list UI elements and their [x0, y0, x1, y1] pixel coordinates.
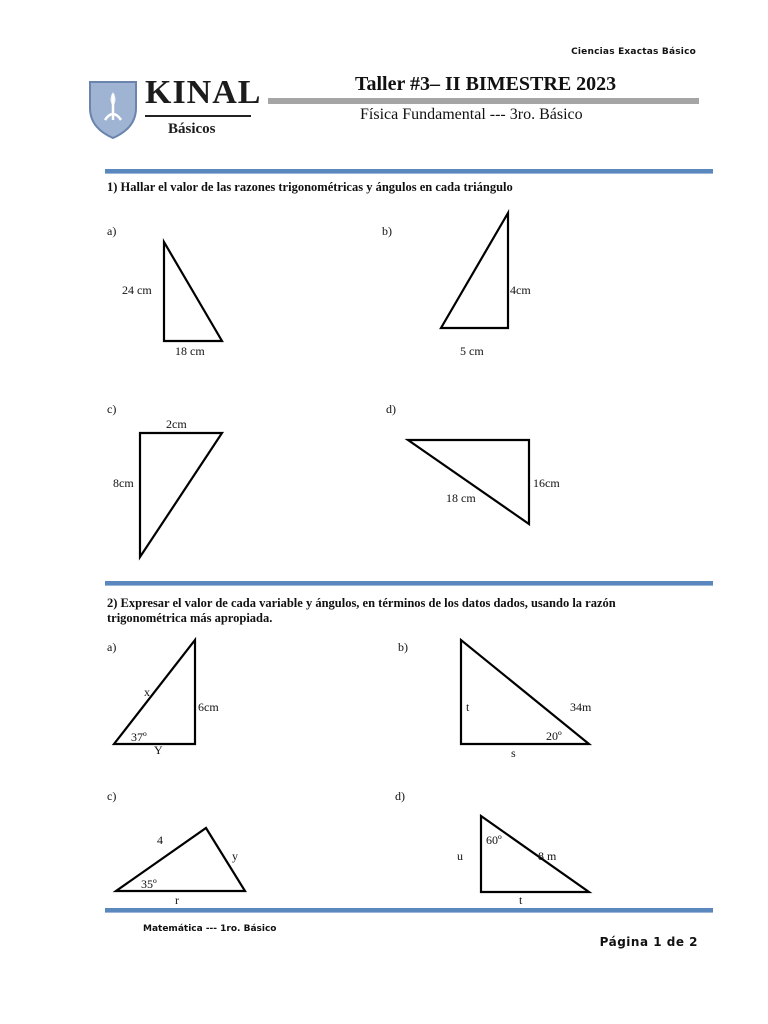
label-2d-base: t [519, 893, 523, 907]
label-2d-angle: 60º [486, 833, 502, 847]
label-2d-left: u [457, 849, 463, 863]
item-2c-letter: c) [107, 789, 117, 803]
label-1d-hyp: 18 cm [446, 491, 476, 505]
label-2c-angle: 35º [141, 877, 157, 891]
logo-wordmark: KINAL [145, 74, 262, 111]
triangle-2b [461, 640, 592, 744]
triangle-1b [441, 213, 508, 328]
label-2a-base: Y [154, 743, 163, 757]
label-1d-height: 16cm [533, 476, 560, 490]
label-1a-base: 18 cm [175, 344, 205, 358]
item-1c-letter: c) [107, 402, 117, 416]
triangle-1d [408, 440, 529, 524]
label-1b-base: 5 cm [460, 344, 484, 358]
label-2b-hyp: 34m [570, 700, 592, 714]
item-2d-letter: d) [395, 789, 405, 803]
label-2c-base: r [175, 893, 179, 907]
triangle-1c [140, 433, 222, 557]
label-2c-right: y [232, 849, 238, 863]
logo-subtitle: Básicos [168, 121, 216, 137]
section1-heading: 1) Hallar el valor de las razones trigonométricas y ángulos en cada triángulo [107, 180, 513, 194]
page-number: Página 1 de 2 [599, 935, 698, 949]
label-2a-angle: 37º [131, 730, 147, 744]
label-2b-left: t [466, 700, 470, 714]
item-1d-letter: d) [386, 402, 396, 416]
header-course-label: Ciencias Exactas Básico [571, 47, 696, 57]
section-divider [105, 581, 713, 586]
document-title: Taller #3– II BIMESTRE 2023 [355, 73, 617, 95]
label-2a-side: 6cm [198, 700, 219, 714]
label-1c-top: 2cm [166, 417, 187, 431]
label-1c-height: 8cm [113, 476, 134, 490]
item-1b-letter: b) [382, 224, 392, 238]
footer-course: Matemática --- 1ro. Básico [143, 924, 277, 934]
triangle-2a [114, 640, 195, 744]
item-2a-letter: a) [107, 640, 117, 654]
label-2d-hyp: 8 m [538, 849, 557, 863]
label-1b-height: 4cm [510, 283, 531, 297]
label-1a-height: 24 cm [122, 283, 152, 297]
label-2c-left: 4 [157, 833, 163, 847]
footer-divider [105, 908, 713, 913]
label-2a-hyp: x [144, 685, 150, 699]
triangle-2d [481, 816, 589, 892]
document-subtitle: Física Fundamental --- 3ro. Básico [360, 106, 583, 123]
label-2b-base: s [511, 746, 516, 760]
item-2b-letter: b) [398, 640, 408, 654]
triangle-1a [164, 242, 222, 341]
section2-heading: 2) Expresar el valor de cada variable y ángulos, en términos de los datos dados, usando la razón trigonométrica más apropiada. [107, 596, 616, 625]
item-1a-letter: a) [107, 224, 117, 238]
label-2b-angle: 20º [546, 729, 562, 743]
triangle-2c [116, 828, 245, 891]
